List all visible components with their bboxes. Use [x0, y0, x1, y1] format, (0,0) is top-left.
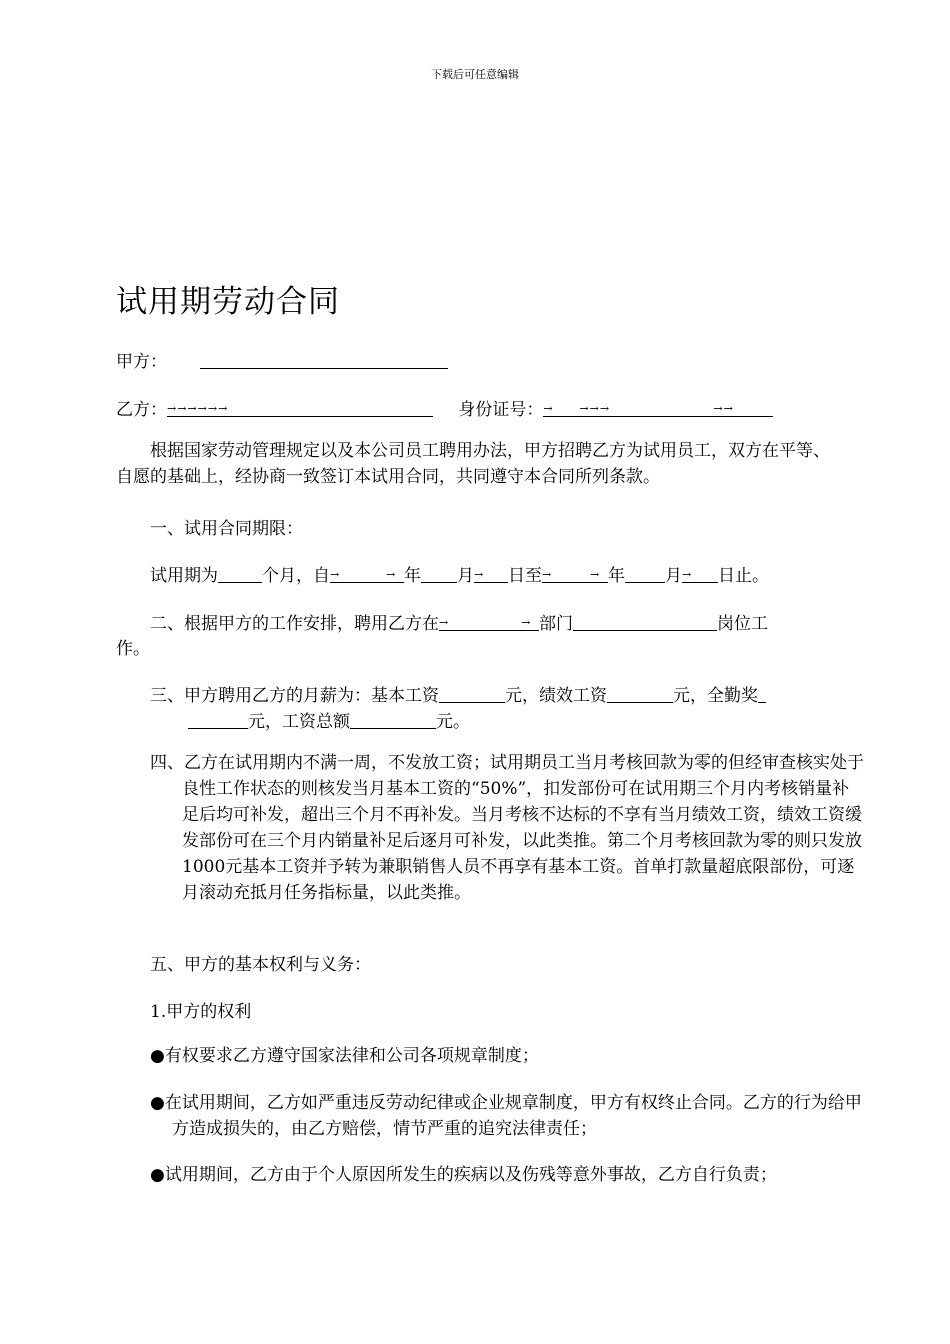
end-year-blank[interactable] — [542, 565, 608, 583]
end-day-blank[interactable] — [682, 565, 718, 583]
party-a-label: 甲方： — [116, 352, 167, 372]
s3-yuan-3: 元，工资总额 — [248, 712, 350, 732]
party-b-line — [116, 395, 773, 420]
end-year-arrow-2: → — [590, 568, 601, 581]
id-label: 身份证号： — [458, 400, 544, 420]
end-month-blank[interactable] — [625, 565, 665, 583]
dept-blank[interactable] — [439, 613, 539, 631]
s4-paragraph: 四、乙方在试用期内不满一周，不发放工资；试用期员工当月考核回款为零的但经审查核实处于良性工作状态的则核发当月基本工资的“50%”，扣发部份可在试用期三个月内考核销量补足后均可补发，超出三个月不再补发。当月考核不达标的不享有当月绩效工资，绩效工资缓发部份可在三个月内销量补足后逐月可补发，以此类推。第二个月考核回款为零的则只发放1000元基本工资并予转为兼职销售人员不再享有基本工资。首单打款量超底限部份，可逐月滚动充抵月任务指标量，以此类推。 — [150, 753, 864, 903]
party-a-line — [116, 347, 448, 372]
s2-prefix: 二、根据甲方的工作安排，聘用乙方在 — [150, 614, 439, 634]
months-blank[interactable] — [218, 565, 262, 583]
s3-line-2 — [188, 707, 470, 732]
s3-yuan-4: 元。 — [436, 712, 470, 732]
total-salary-blank[interactable] — [350, 711, 436, 729]
s5-sub-heading: 1.甲方的权利 — [150, 1002, 252, 1022]
s1-day-to: 日至 — [508, 566, 542, 586]
bullet-item: ●有权要求乙方遵守国家法律和公司各项规章制度； — [150, 1046, 539, 1066]
document-title: 试用期劳动合同 — [116, 284, 340, 320]
bullet-item: ●试用期间，乙方由于个人原因所发生的疾病以及伤残等意外事故，乙方自行负责； — [150, 1165, 777, 1185]
start-day-arrow: → — [474, 568, 485, 581]
attendance-bonus-blank-start[interactable] — [758, 685, 766, 703]
s3-yuan-2: 元，全勤奖 — [673, 686, 758, 706]
s1-period-line — [150, 561, 769, 586]
start-month-blank[interactable] — [421, 565, 457, 583]
s2-continued: 作。 — [116, 639, 150, 659]
start-year-arrow-2: → — [386, 568, 397, 581]
attendance-bonus-blank[interactable] — [188, 711, 248, 729]
s1-months: 个月，自 — [262, 566, 330, 586]
dept-arrow-2: → — [521, 616, 532, 629]
id-blank[interactable] — [543, 399, 773, 417]
party-b-blank[interactable] — [167, 399, 433, 417]
s2-post: 岗位工 — [717, 614, 768, 634]
s1-month-2: 月 — [665, 566, 682, 586]
id-arrows-1: → — [543, 402, 554, 415]
s1-day-end: 日止。 — [718, 566, 769, 586]
base-salary-blank[interactable] — [439, 685, 505, 703]
performance-pay-blank[interactable] — [607, 685, 673, 703]
post-blank[interactable] — [573, 613, 717, 631]
party-a-blank[interactable] — [200, 351, 448, 369]
s3-prefix: 三、甲方聘用乙方的月薪为：基本工资 — [150, 686, 439, 706]
s3-yuan-1: 元，绩效工资 — [505, 686, 607, 706]
bullet-item: ●在试用期间，乙方如严重违反劳动纪律或企业规章制度，甲方有权终止合同。乙方的行为给甲方造成损失的，由乙方赔偿，情节严重的追究法律责任； — [150, 1093, 862, 1139]
start-year-blank[interactable] — [330, 565, 404, 583]
s2-dept: 部门 — [539, 614, 573, 634]
start-day-blank[interactable] — [474, 565, 508, 583]
id-arrows-2: →→→ — [579, 402, 611, 415]
s1-prefix: 试用期为 — [150, 566, 218, 586]
s1-heading: 一、试用合同期限： — [150, 519, 303, 539]
start-year-arrow-1: → — [330, 568, 341, 581]
s1-year-2: 年 — [608, 566, 625, 586]
intro-paragraph: 根据国家劳动管理规定以及本公司员工聘用办法，甲方招聘乙方为试用员工，双方在平等、自愿的基础上，经协商一致签订本试用合同，共同遵守本合同所列条款。 — [116, 441, 830, 487]
header-note: 下载后可任意编辑 — [431, 68, 519, 81]
s5-heading: 五、甲方的基本权利与义务： — [150, 955, 371, 975]
s1-year-1: 年 — [404, 566, 421, 586]
party-b-label: 乙方： — [116, 400, 167, 420]
id-arrows-3: →→ — [713, 402, 734, 415]
s1-month-1: 月 — [457, 566, 474, 586]
party-b-arrows: →→→→→→ — [167, 402, 229, 415]
s3-line-1 — [150, 681, 766, 706]
dept-arrow-1: → — [439, 616, 450, 629]
s2-line — [150, 609, 768, 634]
end-day-arrow: → — [682, 568, 693, 581]
end-year-arrow-1: → — [542, 568, 553, 581]
